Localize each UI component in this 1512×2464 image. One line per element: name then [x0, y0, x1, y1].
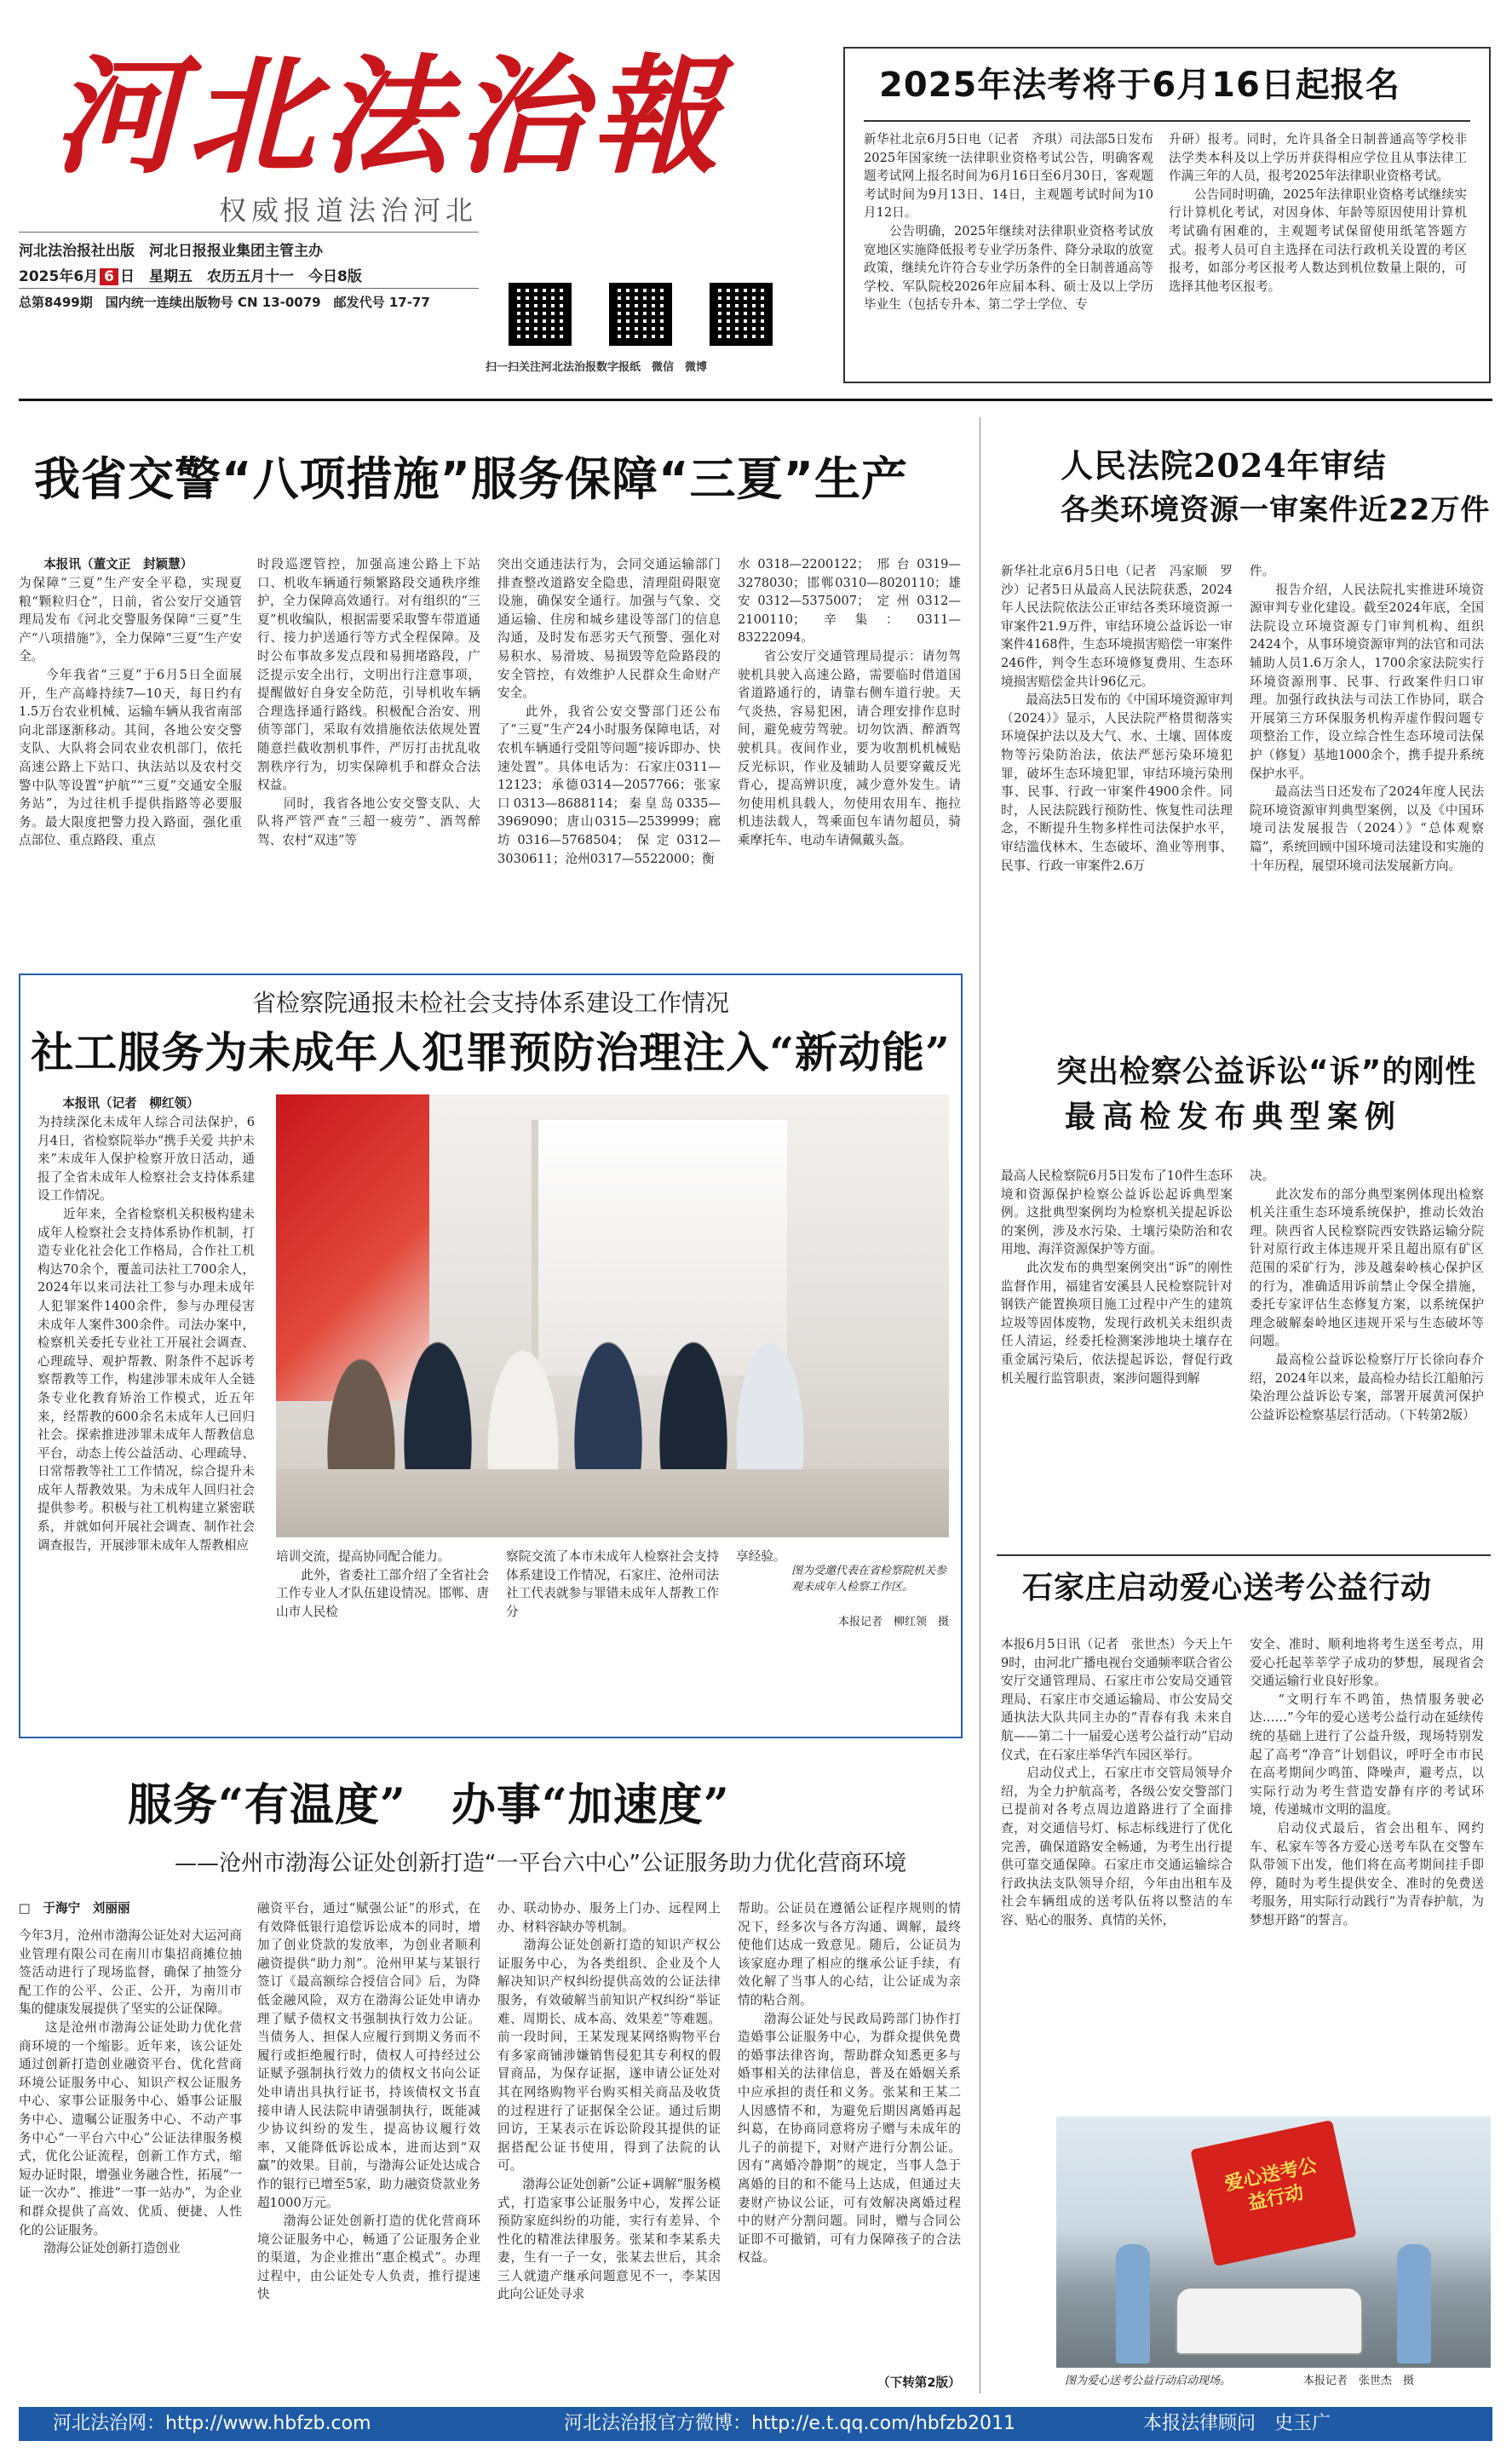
- minors-photo: [276, 1094, 949, 1537]
- right-top-col2: 件。 报告介绍，人民法院扎实推进环境资源审判专业化建设。截至2024年底，全国法院设立环境资源专门审判机构、组织2424个，从事环境资源审判的法官和司法辅助人员1.6万余人，1700余家法院实行环境资源刑事、民事、行政案件归口审理。加强行政执法与司法工作协同，联合开展第三方环保服务机构弄虚作假问题专项整治工作，设立综合性生态环境司法保护（修复）基地1000余个，携手提升系统保护水平。 最高法当日还发布了2024年度人民法院环境资源审判典型案例，以及《中国环境司法发展报告（2024）》“总体观察篇”，系统回顾中国环境司法建设和实施的十年历程，展望环境司法发展新方向。: [1250, 564, 1484, 873]
- right-top-headline-2: 各类环境资源一审案件近22万件: [1061, 493, 1491, 527]
- service-col4: 帮助。公证员在遵循公证程序规则的情况下，经多次与各方沟通、调解，最终使他们达成一致意见。随后，公证员为该家庭办理了相应的继承公证手续，有效化解了当事人的心结，让公证成为亲情的粘合剂。 渤海公证处与民政局跨部门协作打造婚事公证服务中心，为群众提供免费的婚事法律咨询，帮助群众知悉更多与婚事相关的法律信息，普及在婚姻关系中应承担的责任和义务。张某和王某二人因感情不和，为避免后期因离婚再起纠葛，在协商同意将房子赠与未成年的儿子的前提下，对财产进行分割公证。因有“离婚冷静期”的规定，当事人急于离婚的目的和不能马上达成，但通过夫妻财产协议公证，可有效解决离婚过程中的财产分割问题。同时，赠与合同公证即不可撤销，可有力保障孩子的合法权益。: [738, 1901, 961, 2266]
- right-bottom-col2: 安全、准时、顺利地将考生送至考点，用爱心托起莘莘学子成功的梦想，展现省会交通运输行业良好形象。 “文明行车不鸣笛，热情服务驶必达……”今年的爱心送考公益行动在延续传统的基础上进行了公益升级，现场特别发起了高考“净音”计划倡议，呼吁全市市民在高考期间少鸣笛、降噪声，避考点，以实际行动为考生营造安静有序的考试环境，传递城市文明的温度。 启动仪式最后，省会出租车、网约车、私家车等各方爱心送考车队在交警车队带领下出发，他们将在高考期间挂手即停，随时为考生提供安全、准时的免费送考服务，用实际行动践行“为青春护航，为梦想开路”的誓言。: [1250, 1637, 1484, 1927]
- photo-car: [1176, 2287, 1363, 2355]
- minors-bottom-col1: 培训交流，提高协同配合能力。 此外，省委社工部介绍了全省社会工作专业人才队伍建设情况。邯郸、唐山市人民检: [276, 1549, 489, 1619]
- minors-story: [19, 974, 963, 1738]
- right-bottom-photo-credit: 本报记者 张世杰 摄: [1303, 2375, 1415, 2387]
- lead-byline-text: 本报讯（董文正 封颖慧）: [43, 557, 193, 571]
- top-right-rule: [864, 120, 1470, 122]
- right-mid-col1: 最高人民检察院6月5日发布了10件生态环境和资源保护检察公益诉讼起诉典型案例。这批典型案例均为检察机关提起诉讼的案例，涉及水污染、土壤污染防治和农用地、海洋资源保护等方面。 此次发布的典型案例突出“诉”的刚性监督作用，福建省安溪县人民检察院针对钢铁产能置换项目施工过程中产生的建筑垃圾等固体废物，发现行政机关未组织责任人清运，经委托检测案涉地块土壤存在重金属污染后，依法提起诉讼，督促行政机关履行监管职责，案涉问题得到解: [1001, 1169, 1233, 1386]
- right-top-headline-1: 人民法院2024年审结: [1061, 446, 1387, 485]
- right-bottom-headline: 石家庄启动爱心送考公益行动: [1022, 1571, 1433, 1605]
- right-bottom-caption: 图为爱心送考公益行动启动现场。: [1065, 2375, 1232, 2387]
- minors-bottom-col3: 享经验。: [736, 1549, 786, 1564]
- service-col2: 融资平台，通过“赋强公证”的形式，在有效降低银行追偿诉讼成本的同时，增加了创业贷款的发放率，为创业者顺利融资提供“助力剂”。沧州甲某与某银行签订《最高额综合授信合同》后，为降低金融风险，双方在渤海公证处申请办理了赋予债权文书强制执行效力公证。当债务人、担保人应履行到期义务而不履行或拒绝履行时，债权人可持经过公证赋予强制执行效力的债权文书向公证处申请出具执行证书，持该债权文书直接申请人民法院申请强制执行，既能减少协议纠纷的发生，提高协议履行效率，又能降低诉讼成本，进而达到“双赢”的效果。目前，与渤海公证处达成合作的银行已增至5家，助力融资贷款业务超1000万元。 渤海公证处创新打造的优化营商环境公证服务中心，畅通了公证服务企业的渠道，为企业推出“惠企模式”。办理过程中，由公证处专人负责，推行提速快: [257, 1901, 480, 2302]
- photo-floor: [276, 1469, 949, 1537]
- service-byline: □ 于海宁 刘丽丽: [19, 1901, 130, 1915]
- date-day: 6: [100, 268, 118, 285]
- footer-weibo[interactable]: 河北法治报官方微博：http://e.t.qq.com/hbfzb2011: [564, 2413, 1016, 2434]
- date-prefix: 2025年6月: [19, 268, 99, 285]
- masthead-slogan: 权威报道法治河北: [219, 194, 479, 227]
- qr-group: [509, 283, 841, 359]
- top-right-col1: 新华社北京6月5日电（记者 齐琪）司法部5日发布2025年国家统一法律职业资格考试公告，明确客观题考试网上报名时间为6月16日至6月30日，客观题考试时间为9月13日、14日，主观题考试时间为10月12日。 公告明确，2025年继续对法律职业资格考试放宽地区实施降低报考专业学历条件、降分录取的放宽政策，继续允许符合专业学历条件的全日制普通高等学校、军队院校2026年应届本科、硕士及以上学历毕业生（包括专升本、第二学士学位、专: [864, 132, 1153, 313]
- right-mid-headline-1: 突出检察公益诉讼“诉”的刚性: [1056, 1054, 1477, 1089]
- service-subhead: ——沧州市渤海公证处创新打造“一平台六中心”公证服务助力优化营商环境: [175, 1851, 906, 1876]
- minors-byline: 本报讯（记者 柳红领）: [62, 1096, 199, 1111]
- photo-flag-text: 爱心送考公益行动: [1222, 2155, 1319, 2215]
- masthead-publisher: 河北法治报社出版 河北日报报业集团主管主办: [19, 243, 323, 260]
- photo-officer-left: [1116, 2244, 1150, 2363]
- lead-col3: 突出交通违法行为，会同交通运输部门排查整改道路安全隐患，清理阻碍限宽设施，确保安全通行。加强与气象、交通运输、住房和城乡建设等部门的信息沟通，及时发布恶劣天气预警、强化对易积水、易滑坡、易损毁等危险路段的安全管控，有效维护人民群众生命财产安全。 此外，我省公安交警部门还公布了“三夏”生产24小时服务保障电话，对农机车辆通行受阻等问题“接诉即办、快速处置”。具体电话为：石家庄0311—12123；承德0314—2057766；张家口0313—8688114；秦皇岛0335—3969090；唐山0315—2539999；廊坊0316—5768504；保定0312—3030611；沧州0317—5522000；衡: [497, 557, 721, 866]
- qr-code-wechat[interactable]: [609, 283, 672, 346]
- minors-col1: 为持续深化未成年人综合司法保护，6月4日，省检察院举办“携手关爱 共护未来”未成年人保护检察开放日活动，通报了全省未成年人检察社会支持体系建设工作情况。 近年来，全省检察机关积极构建未成年人检察社会支持体系协作机制，打造专业化社会化工作格局，合作社工机构达70余个，覆盖司法社工700余人，2024年以来司法社工参与办理未成年人犯罪案件1400余件，参与办理侵害未成年人案件300余件。司法办案中，检察机关委托专业社工开展社会调查、心理疏导、观护帮教、附条件不起诉考察帮教等工作，构建涉罪未成年人全链条专业化教育矫治工作模式，近五年来，经帮教的600余名未成年人已回归社会。探索推进涉罪未成年人帮教信息平台，动态上传公益活动、心理疏导、日常帮教等社工工作情况，综合提升未成年人帮教效果。为未成年人回归社会提供参考。积极与社工机构建立紧密联系，并就如何开展社会调查、制作社会调查报告，开展涉罪未成年人帮教相应: [37, 1115, 255, 1553]
- right-top-col1: 新华社北京6月5日电（记者 冯家顺 罗沙）记者5日从最高人民法院获悉，2024年人民法院依法公正审结各类环境资源一审案件21.9万件，审结环境公益诉讼一审案件4168件，生态环境损害赔偿一审案件246件，判令生态环境修复费用、生态环境损害赔偿金共计96亿元。 最高法5日发布的《中国环境资源审判（2024）》显示，人民法院严格贯彻落实环境保护法以及大气、水、土壤、固体废物等污染防治法，依法严惩污染环境犯罪，破坏生态环境犯罪，审结环境污染刑事、民事、行政一审案件4900余件。同时，人民法院践行预防性、恢复性司法理念，不断提升生物多样性司法保护水平，审结滥伐林木、生态破坏、渔业等刑事、民事、行政一审案件2.6万: [1001, 564, 1233, 873]
- footer: [19, 2407, 1492, 2441]
- qr-code-weibo[interactable]: [710, 283, 773, 346]
- service-col3: 办、联动协办、服务上门办、远程网上办、材料容缺办等机制。 渤海公证处创新打造的知识产权公证服务中心，为各类组织、企业及个人解决知识产权纠纷提供高效的公证法律服务，有效破解当前知识产权纠纷“举证难、周期长、成本高、效果差”等难题。前一段时间，王某发现某网络购物平台有多家商铺涉嫌销售侵犯其专利权的假冒商品，为保存证据，遂申请公证处对其在网络购物平台购买相关商品及收货的过程进行了证据保全公证。通过后期回访，王某表示在诉讼阶段其提供的证据搭配公证书使用，得到了法院的认可。 渤海公证处创新“公证+调解”服务模式，打造家事公证服务中心，发挥公证预防家庭纠纷的功能，实行有差异、个性化的精准法律服务。张某和李某系夫妻，生有一子一女，张某去世后，其余三人就遗产继承问题意见不一，李某因此向公证处寻求: [497, 1901, 721, 2302]
- masthead-rule: [19, 232, 479, 233]
- lead-col1: 为保障“三夏”生产安全平稳，实现夏粮“颗粒归仓”，日前，省公安厅交通管理局发布《河北交警服务保障“三夏”生产“八项措施”》，全力保障“三夏”生产安全。 今年我省“三夏”于6月5日全面展开，生产高峰持续7—10天，每日约有1.5万台农业机械、运输车辆从我省南部向北部逐渐移动。其间，各地公安交警支队、大队将会同农业农机部门，依托高速公路上下站口、执法站以及农村交警中队等设置“护航”“三夏”交通安全服务站”，为过往机手提供指路等必要服务。最大限度把警力投入路面，强化重点部位、重点路段、重点: [19, 576, 242, 848]
- service-col1: 今年3月，沧州市渤海公证处对大运河商业管理有限公司在南川市集招商摊位抽签活动进行了现场监督，确保了抽签分配工作的公平、公正、公开，为南川市集的健康发展提供了坚实的公证保障。 这是沧州市渤海公证处助力优化营商环境的一个缩影。近年来，该公证处通过创新打造创业融资平台、优化营商环境公证服务中心、知识产权公证服务中心、家事公证服务中心、婚事公证服务中心、遗嘱公证服务中心、不动产事务中心“一平台六中心”公证法律服务模式，优化公证流程，创新工作方式，缩短办证时限，增强业务融合性，拓展“一证一次办”、推进“一事一站办”，为企业和群众提供了高效、优质、便捷、人性化的公证服务。 渤海公证处创新打造创业: [19, 1928, 242, 2256]
- lead-col4: 水0318—2200122；邢台0319—3278030；邯郸0310—8020110；雄安0312—5375007；定州0312—2100110；辛集：0311—83222094。 省公安厅交通管理局提示：请勿驾驶机具驶入高速公路，需要临时借道国省道路通行的，请靠右侧车道行驶。天气炎热，容易犯困，请合理安排作息时间，避免疲劳驾驶。切勿饮酒、醉酒驾驶机具。夜间作业，要为收割机机械贴反光标识，作业及辅助人员要穿戴反光背心，提高辨识度，减少意外发生。请勿使用机具载人，勿使用农用车、拖拉机违法载人，驾乘面包车请勿超员，骑乘摩托车、电动车请佩戴头盔。: [738, 557, 961, 847]
- minors-kicker: 省检察院通报未检社会支持体系建设工作情况: [251, 989, 729, 1017]
- masthead-rule-2: [19, 288, 479, 289]
- right-bottom-col1: 本报6月5日讯（记者 张世杰）今天上午9时，由河北广播电视台交通频率联合省公安厅交通管理局、石家庄市公安局交通管理局、石家庄市交通运输局、市公安局交通执法大队共同主办的“青春有我 未来自航——第二十一届爱心送考公益行动”启动仪式，在石家庄举华汽车园区举行。 启动仪式上，石家庄市交管局领导介绍，为全力护航高考，各级公安交警部门已提前对各考点周边道路进行了全面排查，对交通信号灯、标志标线进行了优化完善，确保道路安全畅通，为考生出行提供可靠交通保障。石家庄市交通运输综合行政执法支队领导介绍，今年由出租车及社会车辆组成的送考队伍将以整洁的车容、贴心的服务、真情的关怀，: [1001, 1637, 1233, 1927]
- minors-bottom-col2: 察院交流了本市未成年人检察社会支持体系建设工作情况，石家庄、沧州司法社工代表就参与罪错未成年人帮教工作分: [506, 1549, 719, 1619]
- photo-officer-right: [1397, 2244, 1431, 2363]
- service-headline: 服务“有温度” 办事“加速度”: [128, 1779, 730, 1831]
- masthead-date: [19, 264, 362, 285]
- right-bottom-photo: [1056, 2117, 1491, 2368]
- right-bottom-rule: [997, 1554, 1491, 1556]
- right-mid-headline-2: 最高检发布典型案例: [1065, 1100, 1403, 1134]
- top-right-headline: 2025年法考将于6月16日起报名: [879, 66, 1400, 105]
- masthead-bottom-rule: [19, 399, 1492, 401]
- top-right-col2: 升研）报考。同时，允许具备全日制普通高等学校非法学类本科及以上学历并获得相应学位且从事法律工作满三年的人员，报考2025年法律职业资格考试。 公告同时明确，2025年法律职业资格考试继续实行计算机化考试，对因身体、年龄等原因使用计算机考试确有困难的，主观题考试保留使用纸笔答题方式。报考人员可自主选择在司法行政机关设置的考区报考，如部分考区报考人数达到机位数量上限的，可选择其他考区报考。: [1169, 132, 1467, 294]
- lead-col2: 时段巡逻管控，加强高速公路上下站口、机收车辆通行频繁路段交通秩序维护，全力保障高效通行。对有组织的“三夏”机收编队，根据需要采取警车带道通行、接力护送通行等方式全程保障。及时公布事故多发点段和易拥堵路段，广泛提示安全出行，文明出行注意事项，提醒做好自身安全防范，引导机收车辆合理选择通行路线。积极配合治安、刑侦等部门，采取有效措施依法依规处置随意拦截收割机事件，严厉打击扰乱收割秩序行为，切实保障机手和群众合法权益。 同时，我省各地公安交警支队、大队将严管严查“三超一疲劳”、酒驾醉驾、农村“双违”等: [257, 557, 480, 847]
- lead-headline: 我省交警“八项措施”服务保障“三夏”生产: [34, 452, 908, 506]
- minors-photo-credit: 本报记者 柳红领 摄: [837, 1616, 949, 1628]
- right-mid-col2: 决。 此次发布的部分典型案例体现出检察机关注重生态环境系统保护，推动长效治理。陕西省人民检察院西安铁路运输分院针对原行政主体违规开采且超出原有矿区范围的采矿行为，涉及越秦岭核心保护区的行为，准确适用诉前禁止令保全措施，委托专家评估生态修复方案，以系统保护理念破解秦岭地区违规开采与生态破坏等问题。 最高检公益诉讼检察厅厅长徐向春介绍，2024年以来，最高检办结长江船舶污染治理公益诉讼专案，部署开展黄河保护公益诉讼检察基层行活动。（下转第2版）: [1250, 1169, 1484, 1422]
- footer-website[interactable]: 河北法治网：http://www.hbfzb.com: [53, 2413, 371, 2434]
- minors-caption: 图为受邀代表在省检察院机关参观未成年人检察工作区。: [791, 1565, 947, 1594]
- masthead-title: 河北法治報: [53, 42, 727, 192]
- minors-headline: 社工服务为未成年人犯罪预防治理注入“新动能”: [31, 1027, 951, 1077]
- date-suffix: 日 星期五 农历五月十一 今日8版: [120, 268, 362, 285]
- service-continue: （下转第2版）: [877, 2375, 961, 2390]
- masthead: [19, 19, 836, 310]
- lead-byline: [19, 555, 242, 574]
- top-right-story: [843, 47, 1491, 383]
- qr-code-epaper[interactable]: [509, 283, 572, 346]
- masthead-issue: 总第8499期 国内统一连续出版物号 CN 13-0079 邮发代号 17-77: [19, 295, 430, 310]
- qr-caption: 扫一扫关注河北法治报数字报纸 微信 微博: [486, 361, 708, 374]
- footer-counsel: 本报法律顾问 史玉广: [1143, 2413, 1331, 2434]
